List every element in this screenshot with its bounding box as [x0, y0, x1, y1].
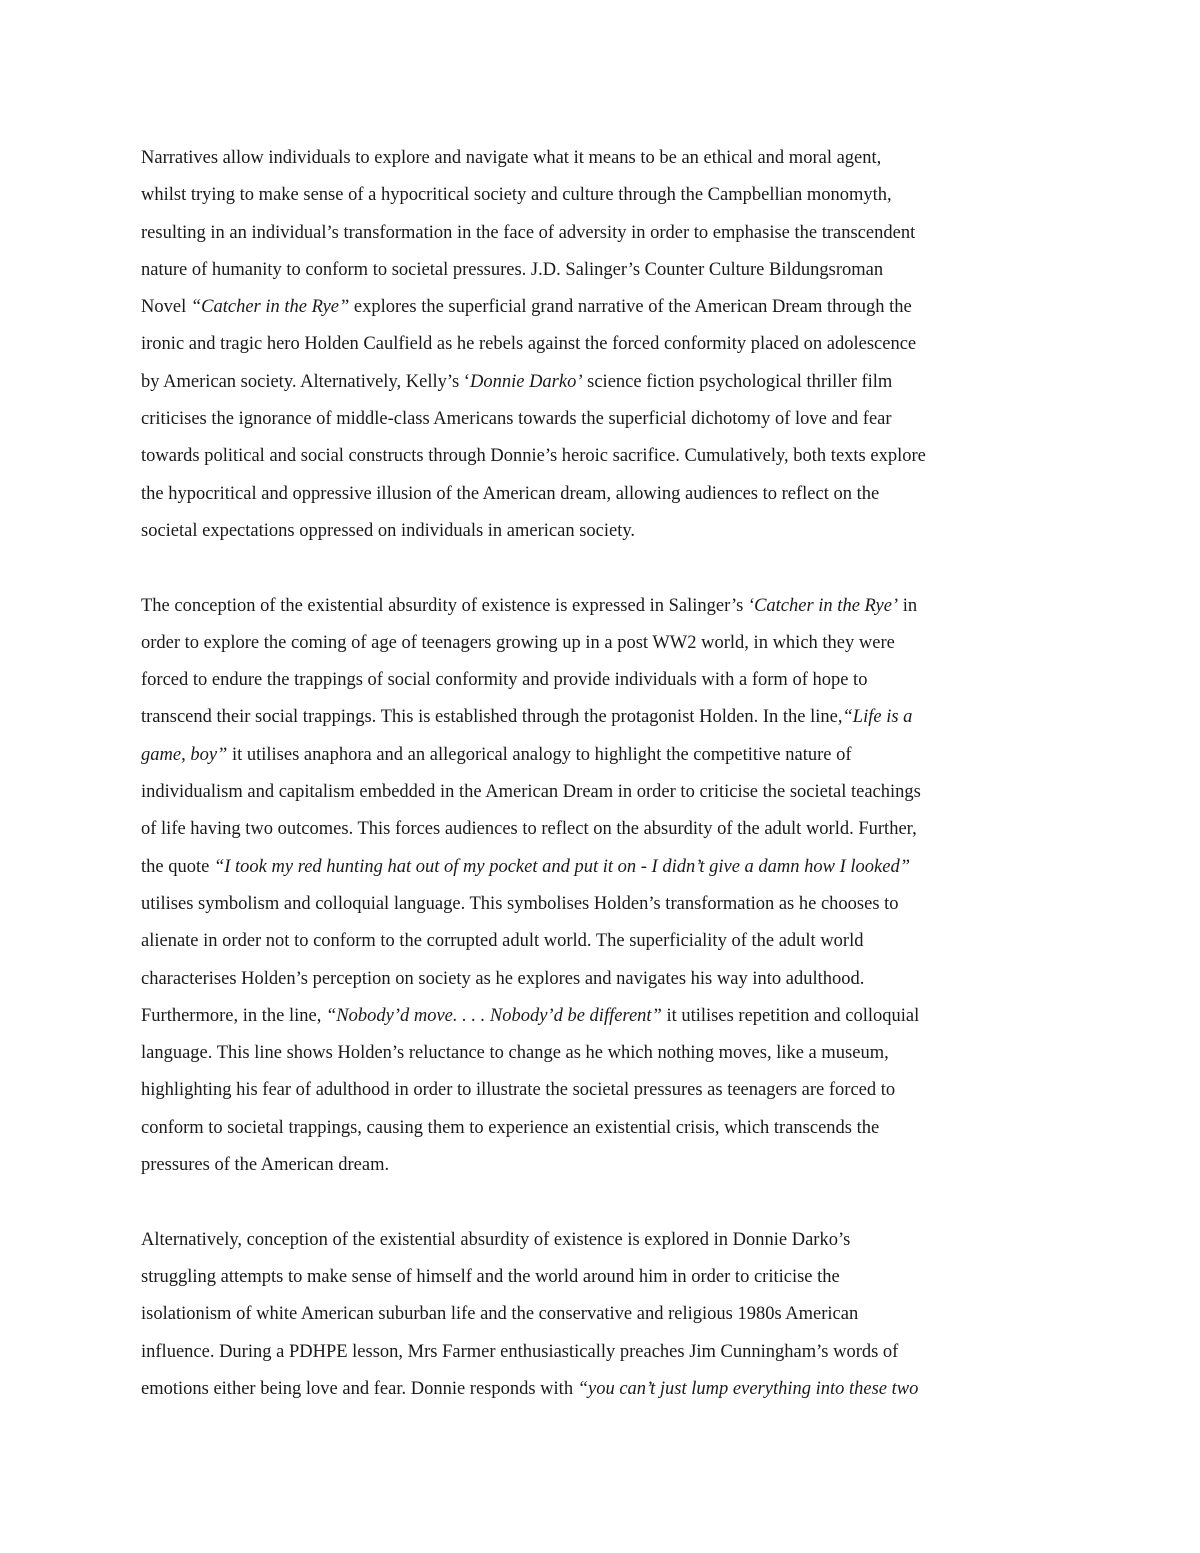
body-text: explores the superficial grand narrative of the American Dream through the	[349, 297, 912, 318]
text-line	[141, 252, 1071, 289]
body-text: utilises symbolism and colloquial language. This symbolises Holden’s transformation as he chooses to	[141, 893, 899, 914]
text-line	[141, 1110, 1071, 1147]
body-text: characterises Holden’s perception on society as he explores and navigates his way into adulthood.	[141, 968, 865, 989]
body-text: pressures of the American dream.	[141, 1155, 390, 1176]
body-text: language. This line shows Holden’s reluctance to change as he which nothing moves, like a museum,	[141, 1043, 889, 1064]
text-line	[141, 289, 1071, 326]
essay-body	[141, 140, 1071, 1408]
paragraph	[141, 140, 1071, 550]
text-line	[141, 998, 1071, 1035]
text-line	[141, 811, 1071, 848]
paragraph	[141, 1222, 1071, 1408]
text-line	[141, 961, 1071, 998]
body-text: in	[898, 595, 918, 616]
body-text: societal expectations oppressed on individuals in american society.	[141, 520, 636, 541]
text-line	[141, 1334, 1071, 1371]
text-line	[141, 1222, 1071, 1259]
quote-text: Donnie Darko’	[469, 371, 583, 392]
body-text: Alternatively, conception of the existential absurdity of existence is explored in Donnie Darko’s	[141, 1229, 851, 1250]
text-line	[141, 1072, 1071, 1109]
text-line	[141, 401, 1071, 438]
body-text: the hypocritical and oppressive illusion of the American dream, allowing audiences to reflect on the	[141, 483, 880, 504]
body-text: isolationism of white American suburban life and the conservative and religious 1980s American	[141, 1304, 859, 1325]
quote-text: “you can’t just lump everything into these two	[577, 1378, 919, 1399]
text-line	[141, 326, 1071, 363]
paragraph	[141, 588, 1071, 1185]
text-line	[141, 1035, 1071, 1072]
body-text: transcend their social trappings. This is established through the protagonist Holden. In the line,	[141, 707, 843, 728]
text-line	[141, 1371, 1071, 1408]
body-text: highlighting his fear of adulthood in order to illustrate the societal pressures as teenagers are forced to	[141, 1080, 896, 1101]
body-text: conform to societal trappings, causing them to experience an existential crisis, which transcends the	[141, 1117, 880, 1138]
body-text: emotions either being love and fear. Donnie responds with	[141, 1378, 578, 1399]
body-text: ironic and tragic hero Holden Caulfield as he rebels against the forced conformity placed on adolescence	[141, 334, 917, 355]
body-text: whilst trying to make sense of a hypocritical society and culture through the Campbellian monomyth,	[141, 185, 892, 206]
quote-text: ‘Catcher in the Rye’	[747, 595, 899, 616]
text-line	[141, 849, 1071, 886]
text-line	[141, 662, 1071, 699]
body-text: it utilises repetition and colloquial	[661, 1005, 920, 1026]
body-text: Furthermore, in the line,	[141, 1005, 326, 1026]
quote-text: “I took my red hunting hat out of my pocket and put it on - I didn’t give a damn how I looked”	[213, 856, 910, 877]
text-line	[141, 476, 1071, 513]
text-line	[141, 737, 1071, 774]
body-text: of life having two outcomes. This forces audiences to reflect on the absurdity of the adult world. Further,	[141, 819, 917, 840]
quote-text: “Life is a	[842, 707, 913, 728]
body-text: order to explore the coming of age of teenagers growing up in a post WW2 world, in which they were	[141, 632, 895, 653]
body-text: resulting in an individual’s transformation in the face of adversity in order to emphasise the transcendent	[141, 222, 916, 243]
quote-text: “Catcher in the Rye”	[190, 297, 350, 318]
text-line	[141, 699, 1071, 736]
body-text: nature of humanity to conform to societal pressures. J.D. Salinger’s Counter Culture Bildungsroman	[141, 259, 884, 280]
text-line	[141, 625, 1071, 662]
body-text: Novel	[141, 297, 191, 318]
body-text: the quote	[141, 856, 214, 877]
body-text: influence. During a PDHPE lesson, Mrs Farmer enthusiastically preaches Jim Cunningham’s words of	[141, 1341, 899, 1362]
body-text: criticises the ignorance of middle-class Americans towards the superficial dichotomy of love and fear	[141, 409, 892, 430]
body-text: alienate in order not to conform to the corrupted adult world. The superficiality of the adult world	[141, 931, 864, 952]
body-text: forced to endure the trappings of social conformity and provide individuals with a form of hope to	[141, 670, 868, 691]
text-line	[141, 923, 1071, 960]
text-line	[141, 774, 1071, 811]
text-line	[141, 215, 1071, 252]
text-line	[141, 438, 1071, 475]
paragraph-gap	[141, 550, 1071, 587]
body-text: The conception of the existential absurdity of existence is expressed in Salinger’s	[141, 595, 748, 616]
body-text: science fiction psychological thriller film	[582, 371, 893, 392]
text-line	[141, 1296, 1071, 1333]
text-line	[141, 886, 1071, 923]
quote-text: game, boy”	[141, 744, 228, 765]
body-text: individualism and capitalism embedded in the American Dream in order to criticise the societal teachings	[141, 782, 921, 803]
body-text: Narratives allow individuals to explore and navigate what it means to be an ethical and moral agent,	[141, 148, 882, 168]
body-text: towards political and social constructs through Donnie’s heroic sacrifice. Cumulatively, both texts explore	[141, 446, 926, 467]
body-text: it utilises anaphora and an allegorical analogy to highlight the competitive nature of	[227, 744, 852, 765]
text-line	[141, 588, 1071, 625]
text-line	[141, 140, 1071, 177]
text-line	[141, 1259, 1071, 1296]
text-line	[141, 1147, 1071, 1184]
quote-text: “Nobody’d move. . . . Nobody’d be different”	[325, 1005, 662, 1026]
body-text: by American society. Alternatively, Kelly’s ‘	[141, 371, 470, 392]
body-text: struggling attempts to make sense of himself and the world around him in order to criticise the	[141, 1266, 840, 1287]
text-line	[141, 364, 1071, 401]
text-line	[141, 513, 1071, 550]
text-line	[141, 177, 1071, 214]
paragraph-gap	[141, 1184, 1071, 1221]
